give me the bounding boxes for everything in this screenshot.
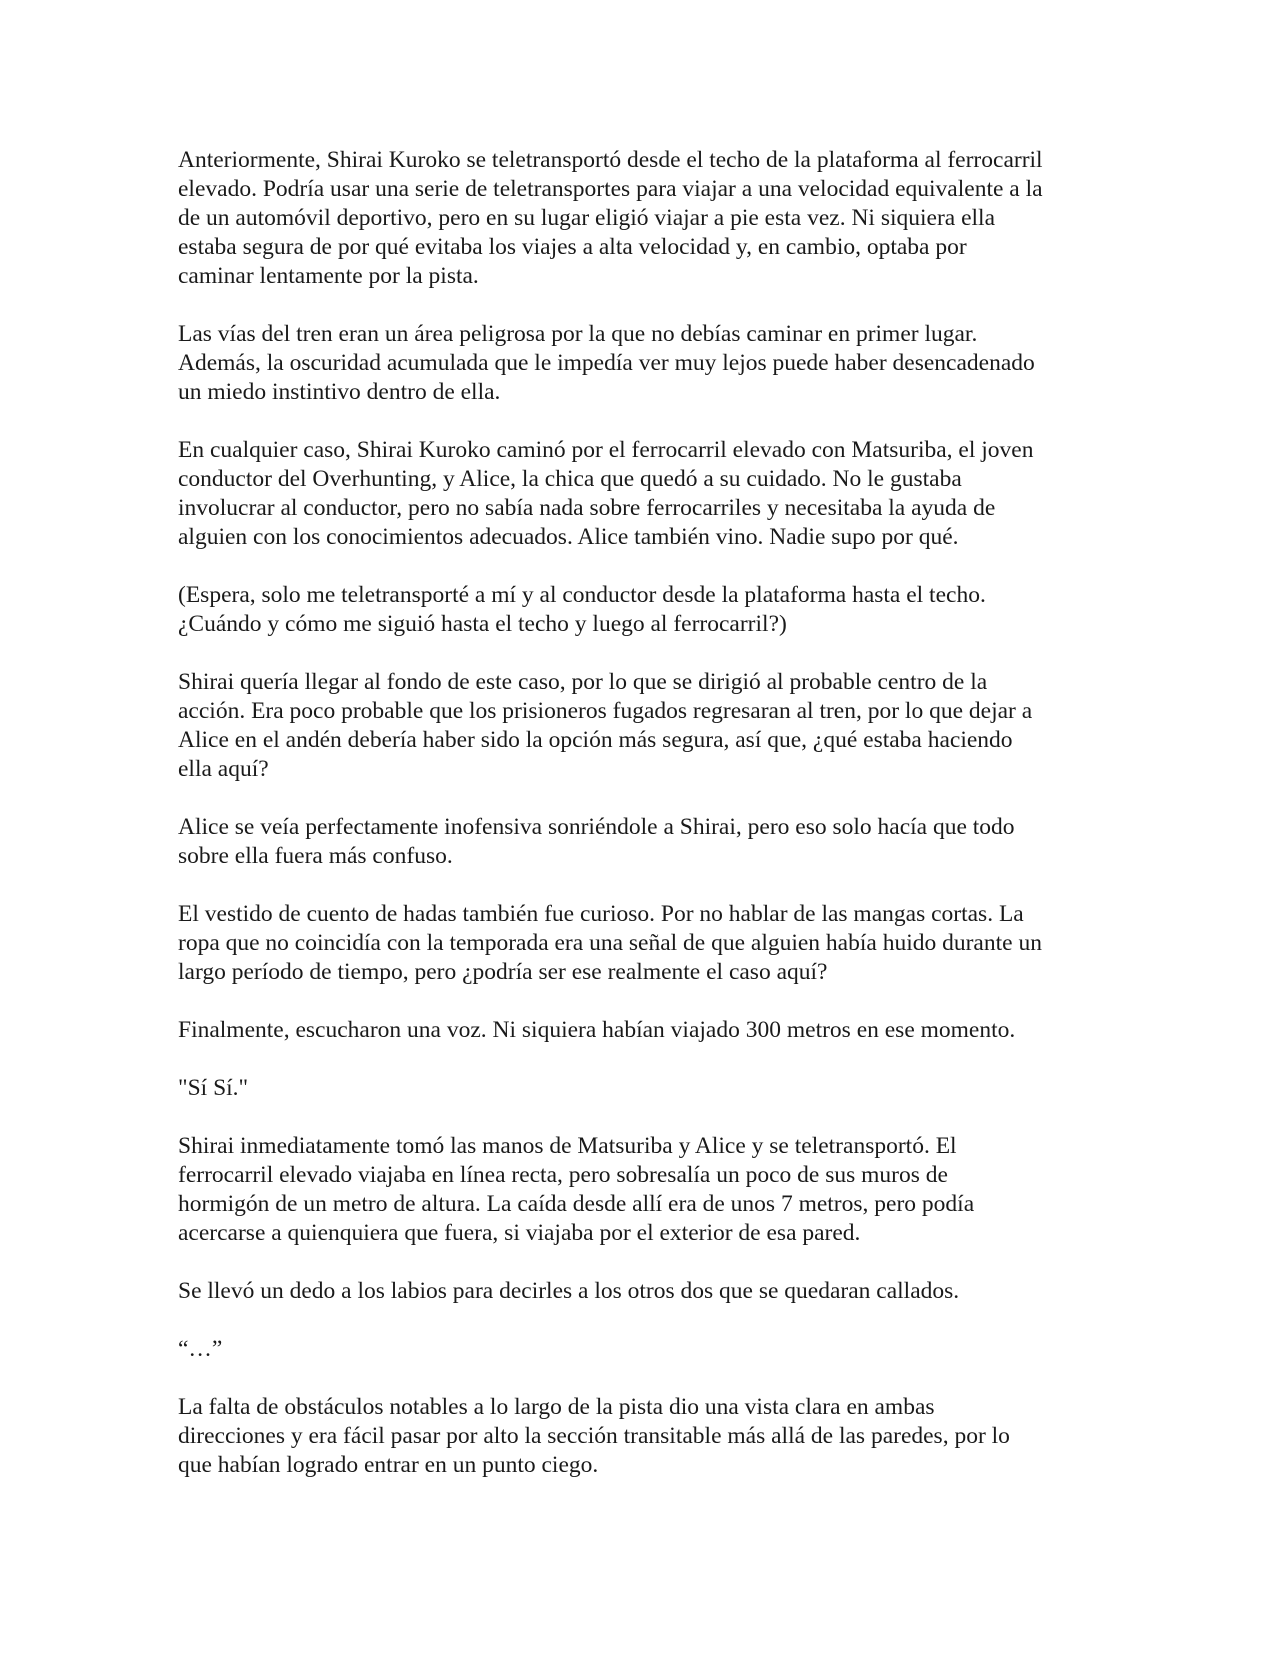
paragraph-1: Anteriormente, Shirai Kuroko se teletransportó desde el techo de la plataforma al ferrocarril elevado. Podría usar una serie de teletransportes para viajar a una velocidad equivalente a la de un automóvil deportivo, pero en su lugar eligió viajar a pie esta vez. Ni siquiera ella estaba segura de por qué evitaba los viajes a alta velocidad y, en cambio, optaba por caminar lentamente por la pista.	[178, 147, 1043, 289]
paragraph-10: Shirai inmediatamente tomó las manos de Matsuriba y Alice y se teletransportó. El ferrocarril elevado viajaba en línea recta, pero sobresalía un poco de sus muros de hormigón de un metro de altura. La caída desde allí era de unos 7 metros, pero podía acercarse a quienquiera que fuera, si viajaba por el exterior de esa pared.	[178, 1133, 975, 1246]
paragraph-9: "Sí Sí."	[178, 1075, 249, 1101]
paragraph-2: Las vías del tren eran un área peligrosa por la que no debías caminar en primer lugar. Además, la oscuridad acumulada que le impedía ver muy lejos puede haber desencadenado un miedo instintivo dentro de ella.	[178, 321, 1035, 405]
paragraph-6: Alice se veía perfectamente inofensiva sonriéndole a Shirai, pero eso solo hacía que todo sobre ella fuera más confuso.	[178, 814, 1015, 869]
paragraph-8: Finalmente, escucharon una voz. Ni siquiera habían viajado 300 metros en ese momento.	[178, 1017, 1016, 1043]
paragraph-4: (Espera, solo me teletransporté a mí y al conductor desde la plataforma hasta el techo. ¿Cuándo y cómo me siguió hasta el techo y luego al ferrocarril?)	[178, 582, 986, 637]
paragraph-5: Shirai quería llegar al fondo de este caso, por lo que se dirigió al probable centro de la acción. Era poco probable que los prisioneros fugados regresaran al tren, por lo que dejar a Alice en el andén debería haber sido la opción más segura, así que, ¿qué estaba haciendo ella aquí?	[178, 669, 1033, 782]
paragraph-3: En cualquier caso, Shirai Kuroko caminó por el ferrocarril elevado con Matsuriba, el joven conductor del Overhunting, y Alice, la chica que quedó a su cuidado. No le gustaba involucrar al conductor, pero no sabía nada sobre ferrocarriles y necesitaba la ayuda de alguien con los conocimientos adecuados. Alice también vino. Nadie supo por qué.	[178, 437, 1034, 550]
paragraph-7: El vestido de cuento de hadas también fue curioso. Por no hablar de las mangas cortas. La ropa que no coincidía con la temporada era una señal de que alguien había huido durante un largo período de tiempo, pero ¿podría ser ese realmente el caso aquí?	[178, 901, 1042, 985]
paragraph-11: Se llevó un dedo a los labios para decirles a los otros dos que se quedaran callados.	[178, 1278, 960, 1304]
paragraph-12: “…”	[178, 1336, 223, 1362]
body-text	[178, 146, 1108, 1509]
paragraph-13: La falta de obstáculos notables a lo largo de la pista dio una vista clara en ambas direcciones y era fácil pasar por alto la sección transitable más allá de las paredes, por lo que habían logrado entrar en un punto ciego.	[178, 1394, 1010, 1478]
